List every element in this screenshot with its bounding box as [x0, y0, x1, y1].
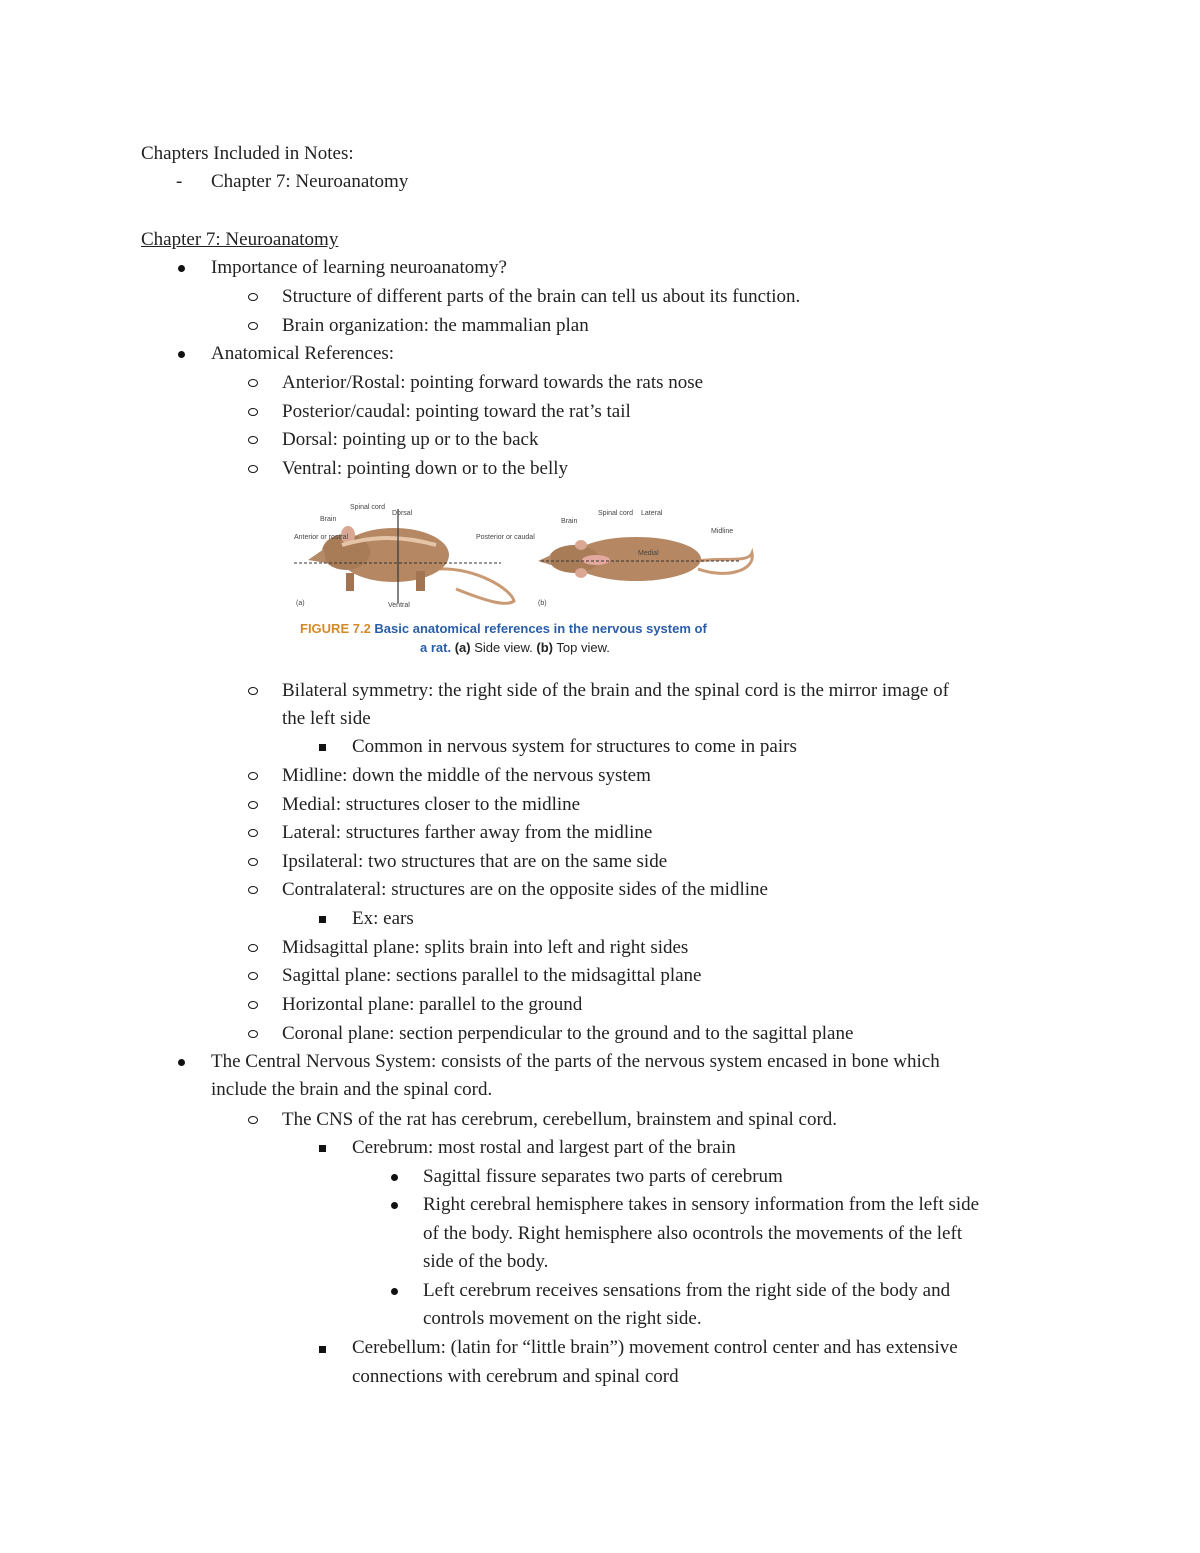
- bullet-circle: [248, 972, 258, 980]
- list-item: Coronal plane: section perpendicular to the ground and to the sagittal plane: [282, 1023, 854, 1044]
- rat-side-view: [294, 504, 535, 609]
- bullet-disc: [178, 1059, 185, 1066]
- label-panel-a: (a): [296, 600, 305, 607]
- bullet-circle: [248, 1030, 258, 1038]
- dash-marker: -: [176, 171, 183, 192]
- figure-caption-line1: FIGURE 7.2 Basic anatomical references in the nervous system of: [300, 621, 707, 636]
- bullet-square: [319, 916, 326, 923]
- list-item-continuation: connections with cerebrum and spinal cord: [352, 1366, 679, 1387]
- bullet-disc: [391, 1288, 398, 1295]
- bullet-circle: [248, 322, 258, 330]
- list-item: Midsagittal plane: splits brain into left and right sides: [282, 937, 689, 958]
- list-item-continuation: include the brain and the spinal cord.: [211, 1079, 493, 1100]
- bullet-circle: [248, 858, 258, 866]
- bullet-circle: [248, 1116, 258, 1124]
- bullet-square: [319, 1145, 326, 1152]
- list-item: Left cerebrum receives sensations from the right side of the body and: [423, 1280, 951, 1301]
- list-item: Posterior/caudal: pointing toward the rat’s tail: [282, 401, 631, 422]
- list-item: Midline: down the middle of the nervous system: [282, 765, 651, 786]
- list-item: Ventral: pointing down or to the belly: [282, 458, 569, 479]
- list-item: Medial: structures closer to the midline: [282, 794, 581, 815]
- chapters-heading: Chapters Included in Notes:: [141, 143, 354, 164]
- list-item-continuation: controls movement on the right side.: [423, 1308, 702, 1329]
- list-item: Cerebellum: (latin for “little brain”) movement control center and has extensive: [352, 1337, 958, 1358]
- list-item: Right cerebral hemisphere takes in sensory information from the left side: [423, 1194, 980, 1215]
- list-item-continuation: side of the body.: [423, 1251, 549, 1272]
- label-posterior: Posterior or caudal: [476, 534, 535, 541]
- list-item: Ipsilateral: two structures that are on the same side: [282, 851, 668, 872]
- bullet-circle: [248, 293, 258, 301]
- bullet-square: [319, 1346, 326, 1353]
- figure-caption-line2: a rat. (a) Side view. (b) Top view.: [420, 640, 610, 655]
- list-item: Cerebrum: most rostal and largest part of the brain: [352, 1137, 736, 1158]
- rat-illustration: [286, 497, 766, 619]
- bullet-circle: [248, 436, 258, 444]
- chapter-list-item: Chapter 7: Neuroanatomy: [211, 171, 409, 192]
- bullet-circle: [248, 944, 258, 952]
- list-item: Importance of learning neuroanatomy?: [211, 257, 507, 278]
- bullet-circle: [248, 829, 258, 837]
- label-panel-b: (b): [538, 600, 547, 607]
- bullet-circle: [248, 772, 258, 780]
- section-title: Chapter 7: Neuroanatomy: [141, 229, 339, 250]
- label-brain-top: Brain: [561, 518, 578, 525]
- rat-top-view: [538, 510, 752, 607]
- bullet-disc: [391, 1202, 398, 1209]
- list-item: Structure of different parts of the brain can tell us about its function.: [282, 286, 801, 307]
- bullet-disc: [178, 351, 185, 358]
- bullet-disc: [178, 265, 185, 272]
- list-item: Sagittal plane: sections parallel to the midsagittal plane: [282, 965, 702, 986]
- list-item: Ex: ears: [352, 908, 414, 929]
- label-ventral: Ventral: [388, 602, 410, 609]
- bullet-disc: [391, 1174, 398, 1181]
- bullet-circle: [248, 408, 258, 416]
- label-lateral: Lateral: [641, 510, 663, 517]
- list-item: Anterior/Rostal: pointing forward towards the rats nose: [282, 372, 704, 393]
- figure-rat-anatomy: [286, 497, 766, 659]
- list-item: Common in nervous system for structures to come in pairs: [352, 736, 797, 757]
- bullet-circle: [248, 687, 258, 695]
- label-spinal-cord-side: Spinal cord: [350, 504, 386, 511]
- list-item: Sagittal fissure separates two parts of cerebrum: [423, 1166, 783, 1187]
- label-medial: Medial: [638, 550, 659, 557]
- bullet-circle: [248, 801, 258, 809]
- bullet-circle: [248, 886, 258, 894]
- list-item: Anatomical References:: [211, 343, 395, 364]
- label-anterior: Anterior or rostral: [294, 534, 349, 541]
- label-spinal-cord-top: Spinal cord: [598, 510, 634, 517]
- list-item-continuation: the left side: [282, 708, 371, 729]
- list-item: Horizontal plane: parallel to the ground: [282, 994, 583, 1015]
- list-item: Lateral: structures farther away from the midline: [282, 822, 653, 843]
- list-item: Brain organization: the mammalian plan: [282, 315, 589, 336]
- bullet-square: [319, 744, 326, 751]
- label-midline: Midline: [711, 528, 734, 535]
- label-brain-side: Brain: [320, 516, 337, 523]
- list-item: Bilateral symmetry: the right side of the brain and the spinal cord is the mirror image of: [282, 680, 949, 701]
- bullet-circle: [248, 1001, 258, 1009]
- label-dorsal: Dorsal: [392, 510, 413, 517]
- list-item-continuation: of the body. Right hemisphere also ocontrols the movements of the left: [423, 1223, 963, 1244]
- bullet-circle: [248, 465, 258, 473]
- bullet-circle: [248, 379, 258, 387]
- list-item: Dorsal: pointing up or to the back: [282, 429, 539, 450]
- list-item: The CNS of the rat has cerebrum, cerebellum, brainstem and spinal cord.: [282, 1109, 838, 1130]
- list-item: The Central Nervous System: consists of the parts of the nervous system encased in bone which: [211, 1051, 940, 1072]
- list-item: Contralateral: structures are on the opposite sides of the midline: [282, 879, 768, 900]
